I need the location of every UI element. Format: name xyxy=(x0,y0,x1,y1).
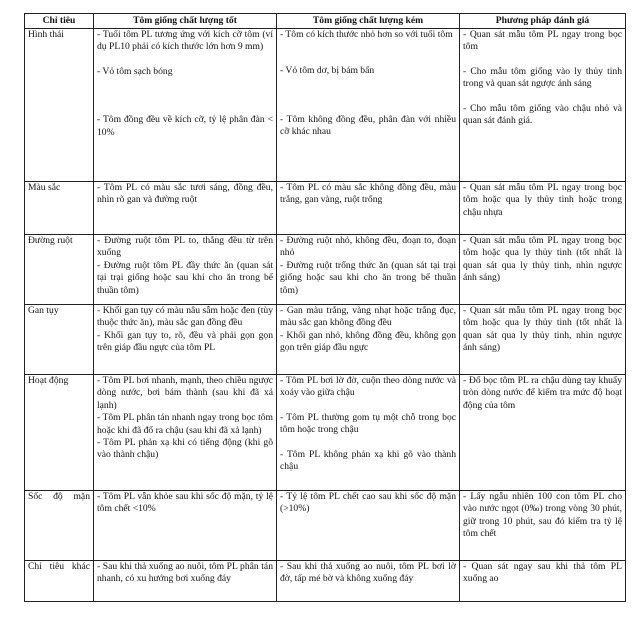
poor-quality-text: - Tôm PL bơi lờ đờ, cuộn theo dòng nước và xoáy vào giữa chậu xyxy=(280,375,456,399)
good-quality-text: - Tôm PL phản xạ khi có tiếng động (khi gõ vào thành chậu) xyxy=(97,437,273,461)
criterion-cell: Hình thái xyxy=(25,29,94,182)
good-quality-cell xyxy=(94,491,277,561)
good-quality-text: - Tôm PL bơi nhanh, mạnh, theo chiều ngược dòng nước, bơi bám thành (sau khi đã xả lạnh) xyxy=(97,375,273,411)
good-quality-text: - Tuổi tôm PL tương ứng với kích cỡ tôm (ví dụ PL10 phải có kích thước lớn hơn 9 mm) xyxy=(97,29,273,53)
criterion-cell: Sốc độ mặn xyxy=(25,491,94,561)
evaluation-method-cell xyxy=(460,182,626,235)
good-quality-text: - Khối gan tụy có màu nâu sẫm hoặc đen (tùy thuộc thức ăn), màu sắc gan đồng đều xyxy=(97,305,273,329)
header-poor-quality: Tôm giống chất lượng kém xyxy=(277,14,460,29)
evaluation-method-text: - Quan sát mẫu tôm PL ngay trong bọc tôm hoặc qua ly thủy tinh (tốt nhất là quan sát qua ly thủy tinh, nhìn ngược ánh sáng) xyxy=(463,305,622,354)
evaluation-method-text: - Quan sát mẫu tôm PL ngay trong bọc tôm xyxy=(463,29,622,53)
good-quality-text: - Sau khi thả xuống ao nuôi, tôm PL phân tán nhanh, có xu hướng bơi xuống đáy xyxy=(97,561,273,585)
poor-quality-cell xyxy=(277,375,460,491)
poor-quality-text: - Tỷ lệ tôm PL chết cao sau khi sốc độ mặn (>10%) xyxy=(280,491,456,515)
criterion-cell: Màu sắc xyxy=(25,182,94,235)
poor-quality-cell xyxy=(277,305,460,375)
good-quality-text: - Tôm PL phân tán nhanh ngay trong bọc tôm hoặc khi đã đổ ra chậu (sau khi đã xả lạnh) xyxy=(97,412,273,436)
criterion-cell: Chỉ tiêu khác xyxy=(25,561,94,602)
evaluation-method-cell xyxy=(460,305,626,375)
table-row xyxy=(25,29,626,182)
table-row xyxy=(25,561,626,602)
evaluation-method-cell xyxy=(460,561,626,602)
poor-quality-text: - Tôm có kích thước nhỏ hơn so với tuổi tôm xyxy=(280,29,453,40)
evaluation-method-text: - Lấy ngẫu nhiên 100 con tôm PL cho vào nước ngọt (0‰) trong vòng 30 phút, giữ trong 10 phút, sau đó kiểm tra tỷ lệ tôm chết xyxy=(463,491,622,540)
evaluation-method-text: - Quan sát ngay sau khi thả tôm PL xuống ao xyxy=(463,561,622,585)
evaluation-method-text: - Đổ bọc tôm PL ra chậu dùng tay khuấy tròn dòng nước để kiểm tra mức độ hoạt động của tôm xyxy=(463,375,622,411)
good-quality-cell xyxy=(94,375,277,491)
poor-quality-cell xyxy=(277,561,460,602)
poor-quality-text: - Khối gan nhỏ, không đồng đều, không gọn gọn trên giáp đầu ngực xyxy=(280,329,456,354)
table-row xyxy=(25,491,626,561)
poor-quality-text: - Tôm PL không phản xạ khi gõ vào thành chậu xyxy=(280,448,456,473)
shrimp-quality-table xyxy=(24,13,626,602)
good-quality-cell xyxy=(94,305,277,375)
poor-quality-cell xyxy=(277,235,460,305)
criterion-cell: Gan tụy xyxy=(25,305,94,375)
criterion-cell: Hoạt động xyxy=(25,375,94,491)
good-quality-cell xyxy=(94,235,277,305)
poor-quality-text: - Vỏ tôm dơ, bị bám bẩn xyxy=(280,65,375,77)
good-quality-text: - Đường ruột tôm PL đầy thức ăn (quan sát tại trại giống hoặc sau khi cho ăn trong bể thuần tôm) xyxy=(97,259,273,296)
header-criterion: Chỉ tiêu xyxy=(25,14,94,29)
poor-quality-text: - Đường ruột nhỏ, không đều, đoạn to, đoạn nhỏ xyxy=(280,235,456,259)
good-quality-text: - Đường ruột tôm PL to, thẳng đều từ trên xuống xyxy=(97,235,273,259)
evaluation-method-text: - Quan sát mẫu tôm PL ngay trong bọc tôm hoặc qua ly thủy tinh (tốt nhất là quan sát qua ly thủy tinh, nhìn ngược ánh sáng) xyxy=(463,235,622,284)
poor-quality-cell xyxy=(277,491,460,561)
table-header-row xyxy=(25,14,626,29)
evaluation-method-text: - Quan sát mẫu tôm PL ngay trong bọc tôm hoặc qua ly thủy tinh hoặc trong chậu nhựa xyxy=(463,182,622,218)
evaluation-method-cell xyxy=(460,29,626,182)
poor-quality-text: - Tôm PL thường gom tụ một chỗ trong bọc tôm hoặc trong chậu xyxy=(280,411,456,436)
evaluation-method-cell xyxy=(460,491,626,561)
poor-quality-text: - Tôm PL có màu sắc không đồng đều, màu trắng, gan vàng, ruột trống xyxy=(280,182,456,206)
table-row xyxy=(25,375,626,491)
criterion-cell: Đường ruột xyxy=(25,235,94,305)
good-quality-text: - Khối gan tụy to, rõ, đều và phải gọn gọn trên giáp đầu ngực của tôm PL xyxy=(97,329,273,354)
poor-quality-text: - Gan màu trắng, vàng nhạt hoặc trắng đục, màu sắc gan không đồng đều xyxy=(280,305,456,329)
good-quality-text: - Tôm đồng đều về kích cỡ, tỷ lệ phân đàn < 10% xyxy=(97,114,273,138)
good-quality-cell xyxy=(94,182,277,235)
table-row xyxy=(25,305,626,375)
poor-quality-text: - Tôm không đồng đều, phân đàn với nhiều cỡ khác nhau xyxy=(280,113,456,138)
table-row xyxy=(25,235,626,305)
poor-quality-cell xyxy=(277,182,460,235)
good-quality-text: - Tôm PL vẫn khỏe sau khi sốc độ mặn, tỷ lệ tôm chết <10% xyxy=(97,491,273,515)
evaluation-method-cell xyxy=(460,375,626,491)
poor-quality-text: - Sau khi thả xuống ao nuôi, tôm PL bơi lờ đờ, tấp mé bờ và không xuống đáy xyxy=(280,561,456,585)
evaluation-method-text: - Cho mẫu tôm giống vào ly thủy tinh trong và quan sát ngược ánh sáng xyxy=(463,65,622,90)
evaluation-method-cell xyxy=(460,235,626,305)
evaluation-method-text: - Cho mẫu tôm giống vào chậu nhỏ và quan sát đánh giá. xyxy=(463,102,622,127)
header-good-quality: Tôm giống chất lượng tốt xyxy=(94,14,277,29)
good-quality-text: - Vỏ tôm sạch bóng xyxy=(97,65,173,77)
table-row xyxy=(25,182,626,235)
header-evaluation-method: Phương pháp đánh giá xyxy=(460,14,626,29)
document-sheet xyxy=(24,13,625,602)
good-quality-text: - Tôm PL có màu sắc tươi sáng, đồng đều, nhìn rõ gan và đường ruột xyxy=(97,182,273,206)
poor-quality-text: - Đường ruột trống thức ăn (quan sát tại trại giống hoặc sau khi cho ăn trong bể thuần tôm) xyxy=(280,259,456,296)
good-quality-cell xyxy=(94,29,277,182)
poor-quality-cell xyxy=(277,29,460,182)
good-quality-cell xyxy=(94,561,277,602)
